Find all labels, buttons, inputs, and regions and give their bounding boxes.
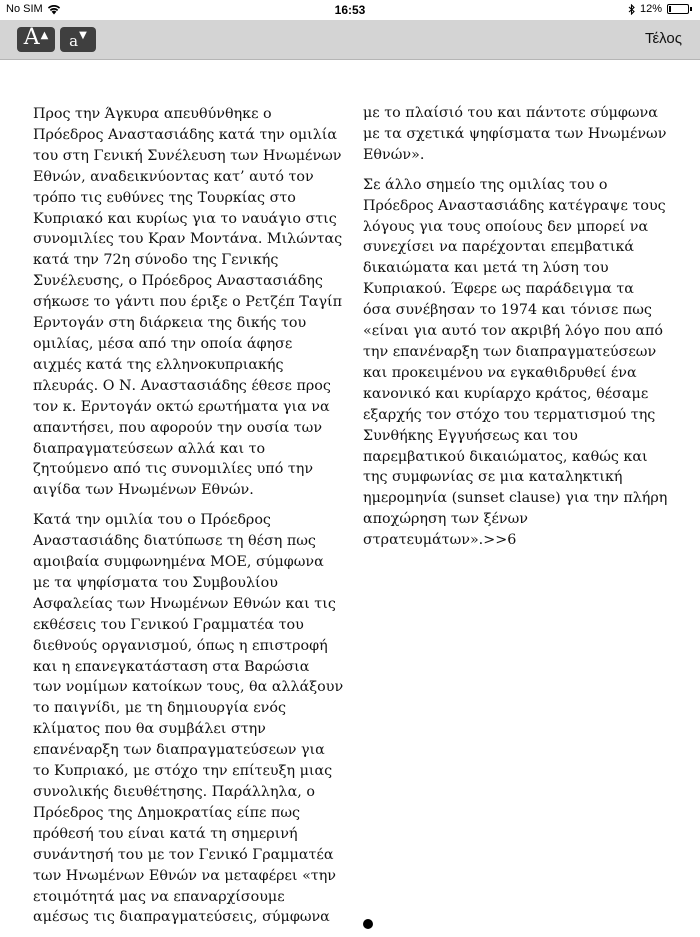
text-line: αιγίδα των Ηνωμένων Εθνών.: [33, 482, 254, 499]
text-line: τρόπο τις ευθύνες της Τουρκίας στο: [33, 189, 296, 206]
text-line: Συνέλευσης, ο Πρόεδρος Αναστασιάδης: [33, 273, 323, 290]
reader-toolbar: [0, 20, 700, 60]
text-line: παρεμβατικού δικαιώματος, καθώς και: [363, 448, 648, 465]
text-column-right: [363, 103, 668, 560]
text-line: Ερντογάν στη διάρκεια της δικής του: [33, 315, 307, 332]
text-line: των νομίμων κατοίκων τους, θα αλλάξουν: [33, 679, 344, 696]
battery-cap: [690, 7, 692, 11]
text-line: Πρόεδρος Αναστασιάδης κατέγραψε τους: [363, 197, 666, 214]
text-line: Αναστασιάδης διατύπωσε τη θέση πως: [33, 533, 316, 550]
battery-icon: [667, 4, 689, 14]
text-line: Πρόεδρος της Δημοκρατίας είπε πως: [33, 804, 301, 821]
text-line: ομιλίας, μέσα από την οποία άφησε: [33, 335, 293, 352]
text-line: και η επανεγκατάσταση στα Βαρώσια: [33, 658, 310, 675]
text-line: εκθέσεις του Γενικού Γραμματέα του: [33, 616, 304, 633]
text-line: Εθνών, αναδεικνύοντας κατ’ αυτό τον: [33, 168, 314, 185]
text-line: συνομιλίες του Κραν Μοντάνα. Μιλώντας: [33, 231, 343, 248]
text-line: με τα σχετικά ψηφίσματα των Ηνωμένων: [363, 125, 667, 142]
text-line: και προκειμένου να εγκαθιδρυθεί ένα: [363, 364, 637, 381]
text-line: αιχμές κατά της ελληνοκυπριακής: [33, 356, 284, 373]
text-line: επανέναρξη των διαπραγματεύσεων για: [33, 742, 325, 759]
text-line: δικαιώματα και μετά τη λύση του: [363, 260, 609, 277]
text-line: αμοιβαία συμφωνημένα ΜΟΕ, σύμφωνα: [33, 554, 324, 571]
clock: 16:53: [334, 3, 366, 17]
text-line: το Κυπριακό, με στόχο την επίτευξη μιας: [33, 763, 333, 780]
text-line: του στη Γενική Συνέλευση των Ηνωμένων: [33, 147, 342, 164]
decrease-font-button[interactable]: [60, 27, 96, 52]
battery-percent: 12%: [639, 3, 662, 15]
paragraph: [33, 104, 343, 501]
increase-font-label: A: [23, 25, 40, 50]
text-line: Κυπριακού. Έφερε ως παράδειγμα τα: [363, 281, 634, 298]
text-line: ημερομηνία (sunset clause) για την πλήρη: [363, 490, 668, 507]
up-arrow-icon: ▲: [40, 30, 49, 41]
battery-level: [669, 6, 671, 12]
text-line: όσα συνέβησαν το 1974 και τόνισε πως: [363, 302, 652, 319]
text-line: Κατά την ομιλία του ο Πρόεδρος: [33, 512, 271, 529]
text-line: λόγους για τους οποίους δεν μπορεί να: [363, 218, 649, 235]
text-line: με το πλαίσιό του και πάντοτε σύμφωνα: [363, 105, 658, 121]
text-line: στρατευμάτων».>>6: [363, 532, 517, 549]
text-line: συνεχίσει να παρέχονται επεμβατικά: [363, 239, 635, 256]
page-dot-icon[interactable]: [363, 919, 373, 929]
carrier-label: No SIM: [6, 3, 43, 15]
text-line: διαπραγματεύσεων αλλά και το: [33, 440, 266, 457]
status-bar: [0, 0, 700, 20]
down-arrow-icon: ▼: [79, 30, 87, 41]
text-line: εξαρχής τον στόχο του τερματισμού της: [363, 406, 656, 423]
text-line: Εθνών».: [363, 146, 425, 163]
text-line: πρόθεσή του είναι κατά τη σημερινή: [33, 825, 298, 842]
text-line: κατά την 72η σύνοδο της Γενικής: [33, 252, 279, 269]
text-line: Σε άλλο σημείο της ομιλίας του ο: [363, 176, 608, 193]
text-line: κλίματος που θα συμβάλει στην: [33, 721, 266, 738]
done-button[interactable]: Τέλος: [644, 30, 682, 47]
decrease-font-label: a: [69, 32, 79, 50]
text-line: απαντήσει, που αφορούν την ουσία των: [33, 419, 323, 436]
text-line: συνολικής διευθέτησης. Παράλληλα, ο: [33, 784, 315, 800]
text-line: σήκωσε το γάντι που έριξε ο Ρετζέπ Ταγίπ: [33, 294, 343, 311]
text-line: διεθνούς οργανισμού, όπως η επιστροφή: [33, 637, 328, 654]
text-line: συνάντησή του με τον Γενικό Γραμματέα: [33, 846, 334, 863]
paragraph: [363, 175, 668, 551]
text-line: κανονικό και κυρίαρχο κράτος, θέσαμε: [363, 385, 649, 402]
text-line: την επανέναρξη των διαπραγματεύσεων: [363, 343, 657, 360]
text-line: της συμφωνίας σε μια καταληκτική: [363, 469, 623, 486]
status-right: [628, 3, 692, 15]
text-line: ετοιμότητά μας να επαναρχίσουμε: [33, 888, 285, 905]
text-line: των Ηνωμένων Εθνών να μεταφέρει «την: [33, 867, 336, 884]
text-line: πλευράς. Ο Ν. Αναστασιάδης έθεσε προς: [33, 377, 331, 394]
increase-font-button[interactable]: [17, 27, 55, 52]
text-line: ζητούμενο από τις συνομιλίες υπό την: [33, 461, 314, 478]
paragraph: [363, 103, 667, 166]
text-line: αμέσως τις διαπραγματεύσεις, σύμφωνα: [33, 909, 330, 926]
text-line: αποχώρηση των ξένων: [363, 511, 528, 528]
text-line: Κυπριακό και κυρίως για το ναυάγιο στις: [33, 210, 337, 227]
text-line: Προς την Άγκυρα απευθύνθηκε ο: [33, 106, 272, 122]
text-line: το παιγνίδι, με τη δημιουργία ενός: [33, 700, 286, 717]
text-line: Ασφαλείας των Ηνωμένων Εθνών και τις: [33, 595, 336, 612]
text-line: «είναι για αυτό τον ακριβή λόγο που από: [363, 323, 664, 340]
text-line: Πρόεδρος Αναστασιάδης κατά την ομιλία: [33, 126, 338, 143]
text-column-left: [33, 104, 344, 937]
text-line: με τα ψηφίσματα του Συμβουλίου: [33, 574, 278, 591]
bluetooth-icon: [628, 4, 635, 15]
text-line: τον κ. Ερντογάν οκτώ ερωτήματα για να: [33, 398, 330, 415]
text-line: Συνθήκης Εγγυήσεως και του: [363, 427, 578, 444]
paragraph: [33, 510, 344, 928]
